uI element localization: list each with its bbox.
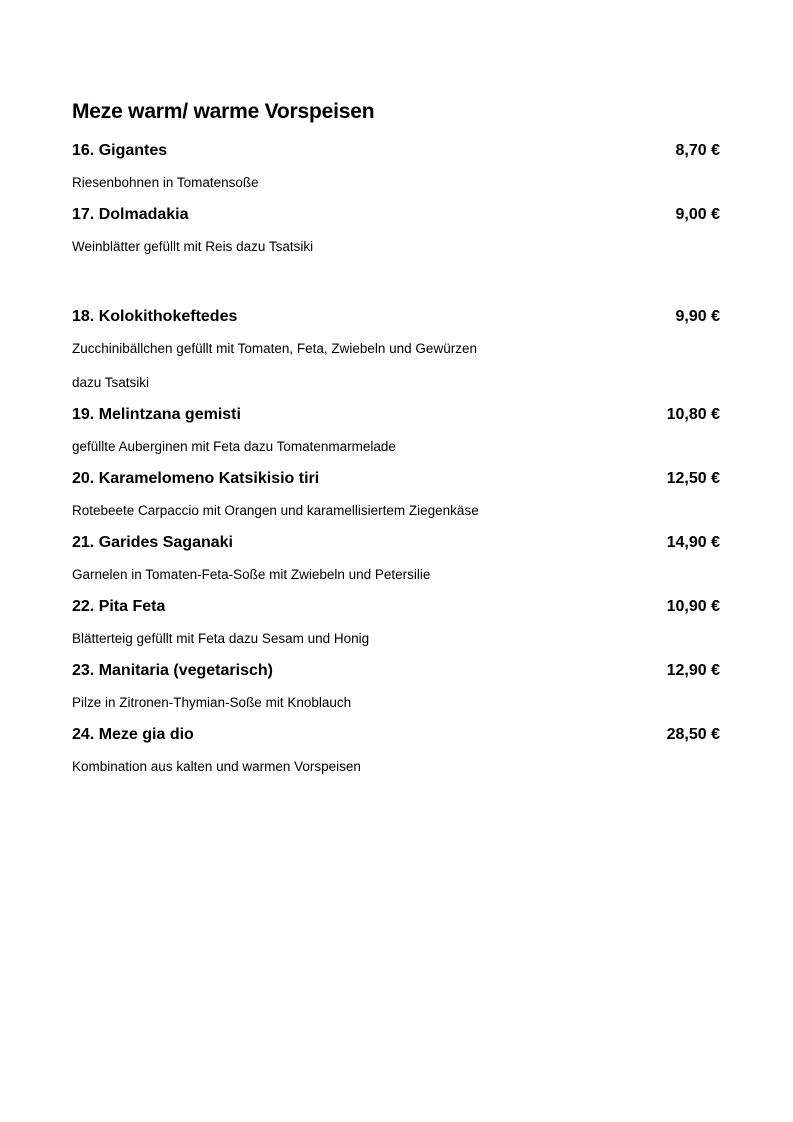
item-price: 9,00 € [675,206,720,223]
item-price: 12,50 € [666,470,720,487]
item-name: 23. Manitaria (vegetarisch) [72,662,273,679]
menu-item-19 [72,400,720,464]
item-price: 9,90 € [675,308,720,325]
item-name: 20. Karamelomeno Katsikisio tiri [72,470,320,487]
menu-item-17 [72,200,720,264]
item-description [72,430,720,464]
menu-item-18 [72,302,720,400]
item-name: 18. Kolokithokeftedes [72,308,238,325]
item-name: 24. Meze gia dio [72,726,194,743]
menu-page [72,96,720,784]
menu-item-21 [72,528,720,592]
menu-item-23 [72,656,720,720]
item-price: 14,90 € [666,534,720,551]
item-price: 8,70 € [675,142,720,159]
item-price: 10,90 € [666,598,720,615]
menu-item-16 [72,136,720,200]
item-name: 21. Garides Saganaki [72,534,233,551]
item-name: 22. Pita Feta [72,598,166,615]
menu-item-22 [72,592,720,656]
item-price: 28,50 € [666,726,720,743]
item-description-line: Kombination aus kalten und warmen Vorspeisen [72,759,361,774]
item-description [72,230,720,264]
menu-item-20 [72,464,720,528]
item-description [72,166,720,200]
item-name: 19. Melintzana gemisti [72,406,241,423]
item-description-line: Blätterteig gefüllt mit Feta dazu Sesam und Honig [72,631,370,646]
spacer [72,264,720,302]
item-description [72,622,720,656]
item-price: 12,90 € [666,662,720,679]
item-description-line: Zucchinibällchen gefüllt mit Tomaten, Feta, Zwiebeln und Gewürzen [72,341,477,356]
item-name: 17. Dolmadakia [72,206,189,223]
section-title: Meze warm/ warme Vorspeisen [72,100,375,123]
item-description-line: Weinblätter gefüllt mit Reis dazu Tsatsiki [72,239,314,254]
item-name: 16. Gigantes [72,142,168,159]
item-description [72,558,720,592]
item-description-line: gefüllte Auberginen mit Feta dazu Tomatenmarmelade [72,439,396,454]
item-description-line: dazu Tsatsiki [72,375,150,390]
menu-item-24 [72,720,720,784]
item-description-line: Riesenbohnen in Tomatensoße [72,175,259,190]
item-price: 10,80 € [666,406,720,423]
menu-list [72,136,720,784]
item-description-line: Pilze in Zitronen-Thymian-Soße mit Knoblauch [72,695,352,710]
item-description-line: Garnelen in Tomaten-Feta-Soße mit Zwiebeln und Petersilie [72,567,431,582]
item-description [72,686,720,720]
item-description [72,494,720,528]
item-description [72,750,720,784]
item-description [72,332,720,400]
item-description-line: Rotebeete Carpaccio mit Orangen und karamellisiertem Ziegenkäse [72,503,479,518]
